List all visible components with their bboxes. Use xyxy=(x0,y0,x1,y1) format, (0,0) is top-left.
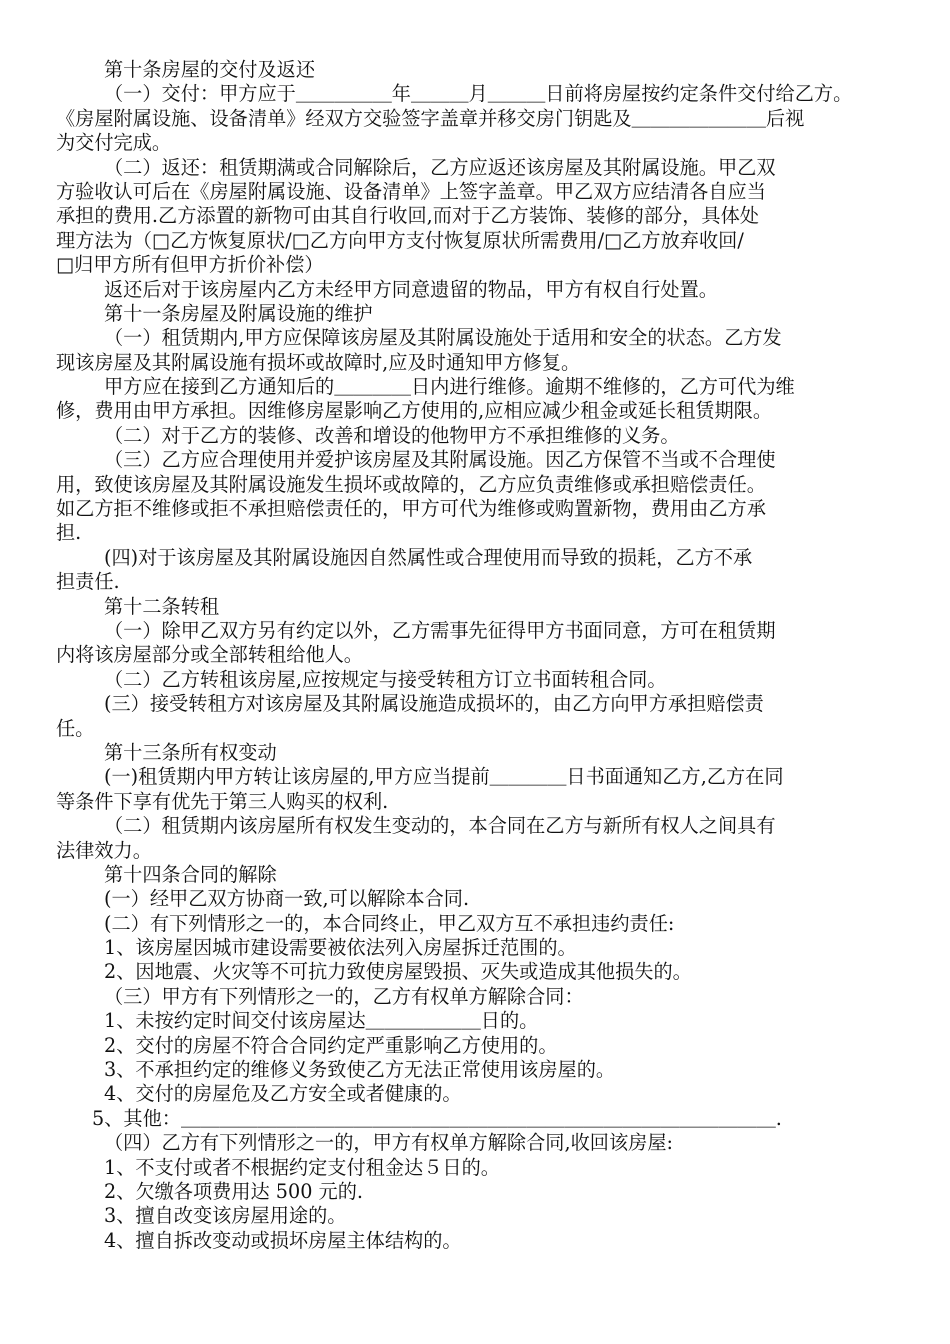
text-line: 1、未按约定时间交付该房屋达＿＿＿＿＿＿日的。 xyxy=(104,1009,539,1033)
text-line: （一）除甲乙双方另有约定以外，乙方需事先征得甲方书面同意，方可在租赁期 xyxy=(104,618,776,642)
text-line: （二）对于乙方的装修、改善和增设的他物甲方不承担维修的义务。 xyxy=(104,423,680,447)
text-line: （四）乙方有下列情形之一的，甲方有权单方解除合同,收回该房屋: xyxy=(104,1131,673,1155)
text-line: 现该房屋及其附属设施有损坏或故障时,应及时通知甲方修复。 xyxy=(56,350,581,374)
text-line: (三）接受转租方对该房屋及其附属设施造成损坏的，由乙方向甲方承担赔偿责 xyxy=(104,692,764,716)
text-line: 法律效力。 xyxy=(56,838,152,862)
text-line: 如乙方拒不维修或拒不承担赔偿责任的，甲方可代为维修或购置新物，费用由乙方承 xyxy=(56,497,766,521)
text-line: 甲方应在接到乙方通知后的＿＿＿＿日内进行维修。逾期不维修的，乙方可代为维 xyxy=(104,375,795,399)
text-line: 第十四条合同的解除 xyxy=(104,862,277,886)
text-line: （一）租赁期内,甲方应保障该房屋及其附属设施处于适用和安全的状态。乙方发 xyxy=(104,326,782,350)
text-line: 2、交付的房屋不符合合同约定严重影响乙方使用的。 xyxy=(104,1033,558,1057)
text-line: 1、该房屋因城市建设需要被依法列入房屋拆迁范围的。 xyxy=(104,936,577,960)
text-line: (一）经甲乙双方协商一致,可以解除本合同. xyxy=(104,887,470,911)
text-line: 返还后对于该房屋内乙方未经甲方同意遗留的物品，甲方有权自行处置。 xyxy=(104,277,718,301)
text-line: 4、交付的房屋危及乙方安全或者健康的。 xyxy=(104,1082,462,1106)
text-line: 第十一条房屋及附属设施的维护 xyxy=(104,301,373,325)
text-line: 2、因地震、火灾等不可抗力致使房屋毁损、灭失或造成其他损失的。 xyxy=(104,960,692,984)
text-line: （二）返还：租赁期满或合同解除后，乙方应返还该房屋及其附属设施。甲乙双 xyxy=(104,155,776,179)
text-line: 方验收认可后在《房屋附属设施、设备清单》上签字盖章。甲乙双方应结清各自应当 xyxy=(56,179,766,203)
text-line: （二）租赁期内该房屋所有权发生变动的，本合同在乙方与新所有权人之间具有 xyxy=(104,814,776,838)
text-line: 承担的费用.乙方添置的新物可由其自行收回,而对于乙方装饰、装修的部分，具体处 xyxy=(56,204,759,228)
text-line: 担. xyxy=(56,521,82,545)
text-line: 第十二条转租 xyxy=(104,594,220,618)
text-line: （二）乙方转租该房屋,应按规定与接受转租方订立书面转租合同。 xyxy=(104,667,667,691)
text-line: 任。 xyxy=(56,716,95,740)
text-line: (四)对于该房屋及其附属设施因自然属性或合理使用而导致的损耗，乙方不承 xyxy=(104,545,753,569)
text-line: 内将该房屋部分或全部转租给他人。 xyxy=(56,643,363,667)
text-line: 5、其他：＿＿＿＿＿＿＿＿＿＿＿＿＿＿＿＿＿＿＿＿＿＿＿＿＿＿＿＿＿＿＿. xyxy=(92,1106,782,1130)
text-line: (二）有下列情形之一的，本合同终止，甲乙双方互不承担违约责任: xyxy=(104,911,675,935)
text-line: （一）交付：甲方应于＿＿＿＿＿年＿＿＿月＿＿＿日前将房屋按约定条件交付给乙方。 xyxy=(104,82,853,106)
text-line: 为交付完成。 xyxy=(56,131,172,155)
text-line: (一)租赁期内甲方转让该房屋的,甲方应当提前＿＿＿＿日书面通知乙方,乙方在同 xyxy=(104,765,784,789)
text-line: 用，致使该房屋及其附属设施发生损坏或故障的，乙方应负责维修或承担赔偿责任。 xyxy=(56,472,766,496)
text-line: 4、擅自拆改变动或损坏房屋主体结构的。 xyxy=(104,1228,462,1252)
text-line: 等条件下享有优先于第三人购买的权利. xyxy=(56,789,389,813)
text-line: 2、欠缴各项费用达 500 元的. xyxy=(104,1179,364,1203)
text-line: 《房屋附属设施、设备清单》经双方交验签字盖章并移交房门钥匙及＿＿＿＿＿＿＿后视 xyxy=(56,106,805,130)
text-line: 3、擅自改变该房屋用途的。 xyxy=(104,1204,347,1228)
text-line: 第十条房屋的交付及返还 xyxy=(104,58,316,81)
text-line: 3、不承担约定的维修义务致使乙方无法正常使用该房屋的。 xyxy=(104,1058,616,1082)
text-line: 修，费用由甲方承担。因维修房屋影响乙方使用的,应相应减少租金或延长租赁期限。 xyxy=(56,399,773,423)
document-page xyxy=(56,58,894,1253)
text-line: （三）甲方有下列情形之一的，乙方有权单方解除合同： xyxy=(104,984,584,1008)
text-line: 1、不支付或者不根据约定支付租金达５日的。 xyxy=(104,1155,500,1179)
text-line: 担责任. xyxy=(56,570,120,594)
text-line: 理方法为（□乙方恢复原状/□乙方向甲方支付恢复原状所需费用/□乙方放弃收回/ xyxy=(56,228,744,252)
text-line: （三）乙方应合理使用并爱护该房屋及其附属设施。因乙方保管不当或不合理使 xyxy=(104,448,776,472)
text-line: □归甲方所有但甲方折价补偿） xyxy=(56,253,324,277)
text-line: 第十三条所有权变动 xyxy=(104,740,277,764)
